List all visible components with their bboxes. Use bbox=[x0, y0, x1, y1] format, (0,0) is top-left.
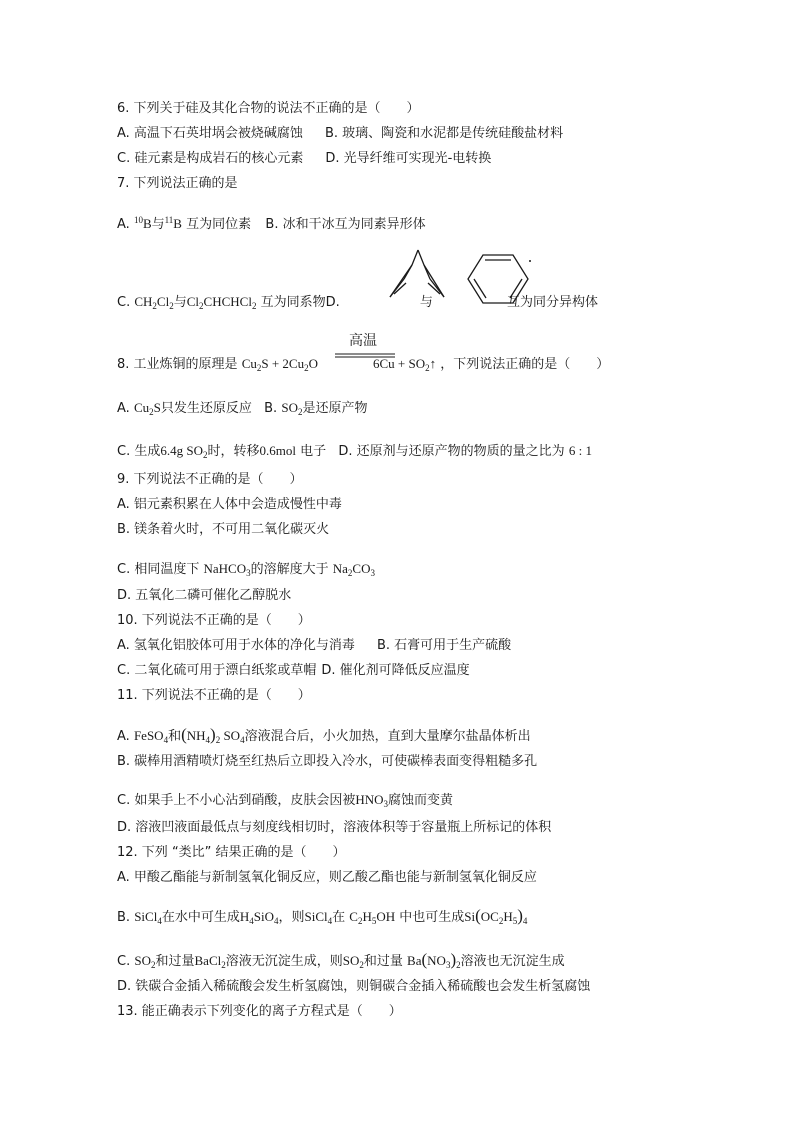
formula-Ba-NO3-2: $Ba(NO_3)_2$ bbox=[407, 950, 461, 970]
q6-option-b-text: B. 玻璃、陶瓷和水泥都是传统硅酸盐材料 bbox=[324, 126, 564, 141]
q8-d-pre: D. 还原剂与还原产物的物质的量之比为 bbox=[338, 444, 565, 459]
q8-option-ab bbox=[117, 400, 367, 420]
norbornadiene-structure bbox=[386, 245, 448, 307]
formula-Cu2S: $Cu_2S$ bbox=[133, 400, 161, 417]
formula-products: $6Cu + SO_2↑$ bbox=[372, 356, 437, 373]
q7-a-label: A. bbox=[117, 217, 130, 232]
formula-reactants: $Cu_2S + 2Cu_2O$ bbox=[241, 356, 318, 373]
q12-b-t1: 在水中可生成 bbox=[161, 910, 240, 925]
q8-b-label: B. bbox=[264, 401, 278, 416]
q8-c-mid: 时，转移 bbox=[207, 444, 260, 459]
q7-option-ab bbox=[117, 212, 426, 233]
q8-a-label: A. bbox=[117, 401, 130, 416]
formula-NH4-2SO4: $(NH_4)_2$ $SO_4$ bbox=[181, 725, 245, 745]
q10-a-text: A. 氢氧化铝胶体可用于水体的净化与消毒 bbox=[117, 638, 355, 653]
q6-option-a bbox=[117, 126, 563, 142]
q12-b-t3: 在 bbox=[332, 910, 346, 925]
q7-a-mid: 与 bbox=[151, 217, 165, 232]
q8-a-text: 只发生还原反应 bbox=[160, 401, 252, 416]
q12-b-t2: ，则 bbox=[278, 910, 305, 925]
formula-0.6mol: 0.6mol bbox=[259, 443, 296, 458]
formula-SO2-c: $SO_2$ bbox=[134, 953, 156, 970]
equation-equals-sign bbox=[334, 352, 396, 360]
q9-option-d: D. 五氧化二磷可催化乙醇脱水 bbox=[117, 588, 292, 603]
q12-stem: 12. 下列 “类比” 结果正确的是（ ） bbox=[117, 845, 346, 860]
q12-c-t1: 和过量 bbox=[155, 954, 195, 969]
formula-CH2Cl2: $CH_2Cl_2$ bbox=[134, 294, 174, 311]
q12-c-label: C. bbox=[117, 954, 131, 969]
formula-C2H5OH: $C_2H_5OH$ bbox=[349, 909, 396, 926]
q8-c-pre: C. 生成 bbox=[117, 444, 161, 459]
q7-d-mid: 与 bbox=[419, 295, 433, 310]
q8-condition: 高温 bbox=[349, 333, 377, 349]
q9-stem: 9. 下列说法不正确的是（ ） bbox=[117, 472, 303, 487]
q6-option-a-text: A. 高温下石英坩埚会被烧碱腐蚀 bbox=[117, 126, 303, 141]
q11-a-text: 溶液混合后，小火加热，直到大量摩尔盐晶体析出 bbox=[244, 729, 531, 744]
q6-option-c-text: C. 硅元素是构成岩石的核心元素 bbox=[117, 151, 304, 166]
formula-10B: $^{10}$B bbox=[133, 215, 152, 231]
formula-FeSO4: FeSO$_4$ bbox=[133, 728, 169, 745]
formula-Na2CO3: $Na_2CO_3$ bbox=[332, 561, 375, 578]
formula-BaCl2: BaCl$_2$ bbox=[194, 953, 226, 970]
formula-SiCl4: SiCl$_4$ bbox=[134, 909, 162, 926]
q8-d-ratio: 6 : 1 bbox=[568, 443, 592, 458]
q12-b-t4: 中也可生成 bbox=[399, 910, 465, 925]
q10-d-text: D. 催化剂可降低反应温度 bbox=[321, 663, 470, 678]
formula-SO2: $SO_2$ bbox=[281, 400, 303, 417]
q11-option-a bbox=[117, 727, 531, 748]
q9-c-pre: C. 相同温度下 bbox=[117, 562, 200, 577]
q11-stem: 11. 下列说法不正确的是（ ） bbox=[117, 688, 311, 703]
formula-11B: $^{11}$B bbox=[164, 215, 182, 231]
q12-c-t4: 溶液也无沉淀生成 bbox=[460, 954, 565, 969]
q11-a-mid: 和 bbox=[168, 729, 182, 744]
q10-stem: 10. 下列说法不正确的是（ ） bbox=[117, 613, 311, 628]
benzene-structure bbox=[466, 253, 532, 305]
q7-b-text: B. 冰和干冰互为同素异形体 bbox=[265, 217, 426, 232]
q8-c-post: 电子 bbox=[300, 444, 327, 459]
q9-option-b: B. 镁条着火时，不可用二氧化碳灭火 bbox=[117, 522, 330, 537]
q9-c-mid: 的溶解度大于 bbox=[250, 562, 329, 577]
q12-option-a: A. 甲酸乙酯能与新制氢氧化铜反应，则乙酸乙酯也能与新制氢氧化铜反应 bbox=[117, 870, 537, 885]
q8-stem-post: ，下列说法正确的是（ ） bbox=[440, 357, 610, 372]
q8-stem-pre: 8. 工业炼铜的原理是 bbox=[117, 357, 238, 372]
formula-SO2-c2: $SO_2$ bbox=[342, 953, 364, 970]
q7-c-label: C. bbox=[117, 295, 131, 310]
q12-b-label: B. bbox=[117, 910, 131, 925]
q8-b-text: 是还原产物 bbox=[302, 401, 368, 416]
q6-stem: 6. 下列关于硅及其化合物的说法不正确的是（ ） bbox=[117, 101, 420, 116]
q6-option-c bbox=[117, 151, 491, 167]
q11-option-c bbox=[117, 792, 453, 812]
q8-option-cd bbox=[117, 443, 592, 463]
formula-6.4g-SO2: 6.4g $SO_2$ bbox=[160, 443, 208, 460]
q13-stem: 13. 能正确表示下列变化的离子方程式是（ ） bbox=[117, 1004, 402, 1019]
formula-HNO3: $HNO_3$ bbox=[355, 792, 389, 809]
formula-SiCl4-b: SiCl$_4$ bbox=[304, 909, 333, 926]
q9-option-a: A. 铝元素积累在人体中会造成慢性中毒 bbox=[117, 497, 342, 512]
q12-option-d: D. 铁碳合金插入稀硫酸会发生析氢腐蚀，则铜碳合金插入稀硫酸也会发生析氢腐蚀 bbox=[117, 979, 591, 994]
formula-Si-OC2H5-4: $Si(OC_2H_5)_4$ bbox=[464, 906, 528, 926]
q6-option-d-text: D. 光导纤维可实现光-电转换 bbox=[325, 151, 492, 166]
q11-option-b: B. 碳棒用酒精喷灯烧至红热后立即投入冷水，可使碳棒表面变得粗糙多孔 bbox=[117, 754, 538, 769]
q10-option-cd bbox=[117, 663, 470, 679]
q7-stem: 7. 下列说法正确的是 bbox=[117, 176, 238, 191]
q11-option-d: D. 溶液凹液面最低点与刻度线相切时，溶液体积等于容量瓶上所标记的体积 bbox=[117, 820, 552, 835]
q11-a-label: A. bbox=[117, 729, 130, 744]
q10-c-text: C. 二氧化硫可用于漂白纸浆或草帽 bbox=[117, 663, 317, 678]
q7-d-label: D. bbox=[325, 295, 340, 310]
formula-NaHCO3: NaHCO$_3$ bbox=[203, 561, 251, 578]
q12-option-b bbox=[117, 908, 527, 929]
q12-c-t3: 和过量 bbox=[363, 954, 403, 969]
q10-b-text: B. 石膏可用于生产硫酸 bbox=[376, 638, 512, 653]
q12-option-c bbox=[117, 952, 565, 973]
q7-d-text: 互为同分异构体 bbox=[507, 295, 599, 310]
q11-c-pre: C. 如果手上不小心沾到硝酸，皮肤会因被 bbox=[117, 793, 356, 808]
q7-c-text: 互为同系物 bbox=[260, 295, 326, 310]
q12-c-t2: 溶液无沉淀生成，则 bbox=[225, 954, 343, 969]
formula-Cl2CHCHCl2: $Cl_2CHCHCl_2$ bbox=[186, 294, 257, 311]
q7-c-mid: 与 bbox=[173, 295, 187, 310]
q10-option-ab bbox=[117, 638, 511, 654]
formula-H4SiO4: $H_4SiO_4$ bbox=[239, 909, 279, 926]
q11-c-post: 腐蚀而变黄 bbox=[388, 793, 454, 808]
q9-option-c bbox=[117, 561, 375, 581]
q7-a-text: 互为同位素 bbox=[186, 217, 252, 232]
